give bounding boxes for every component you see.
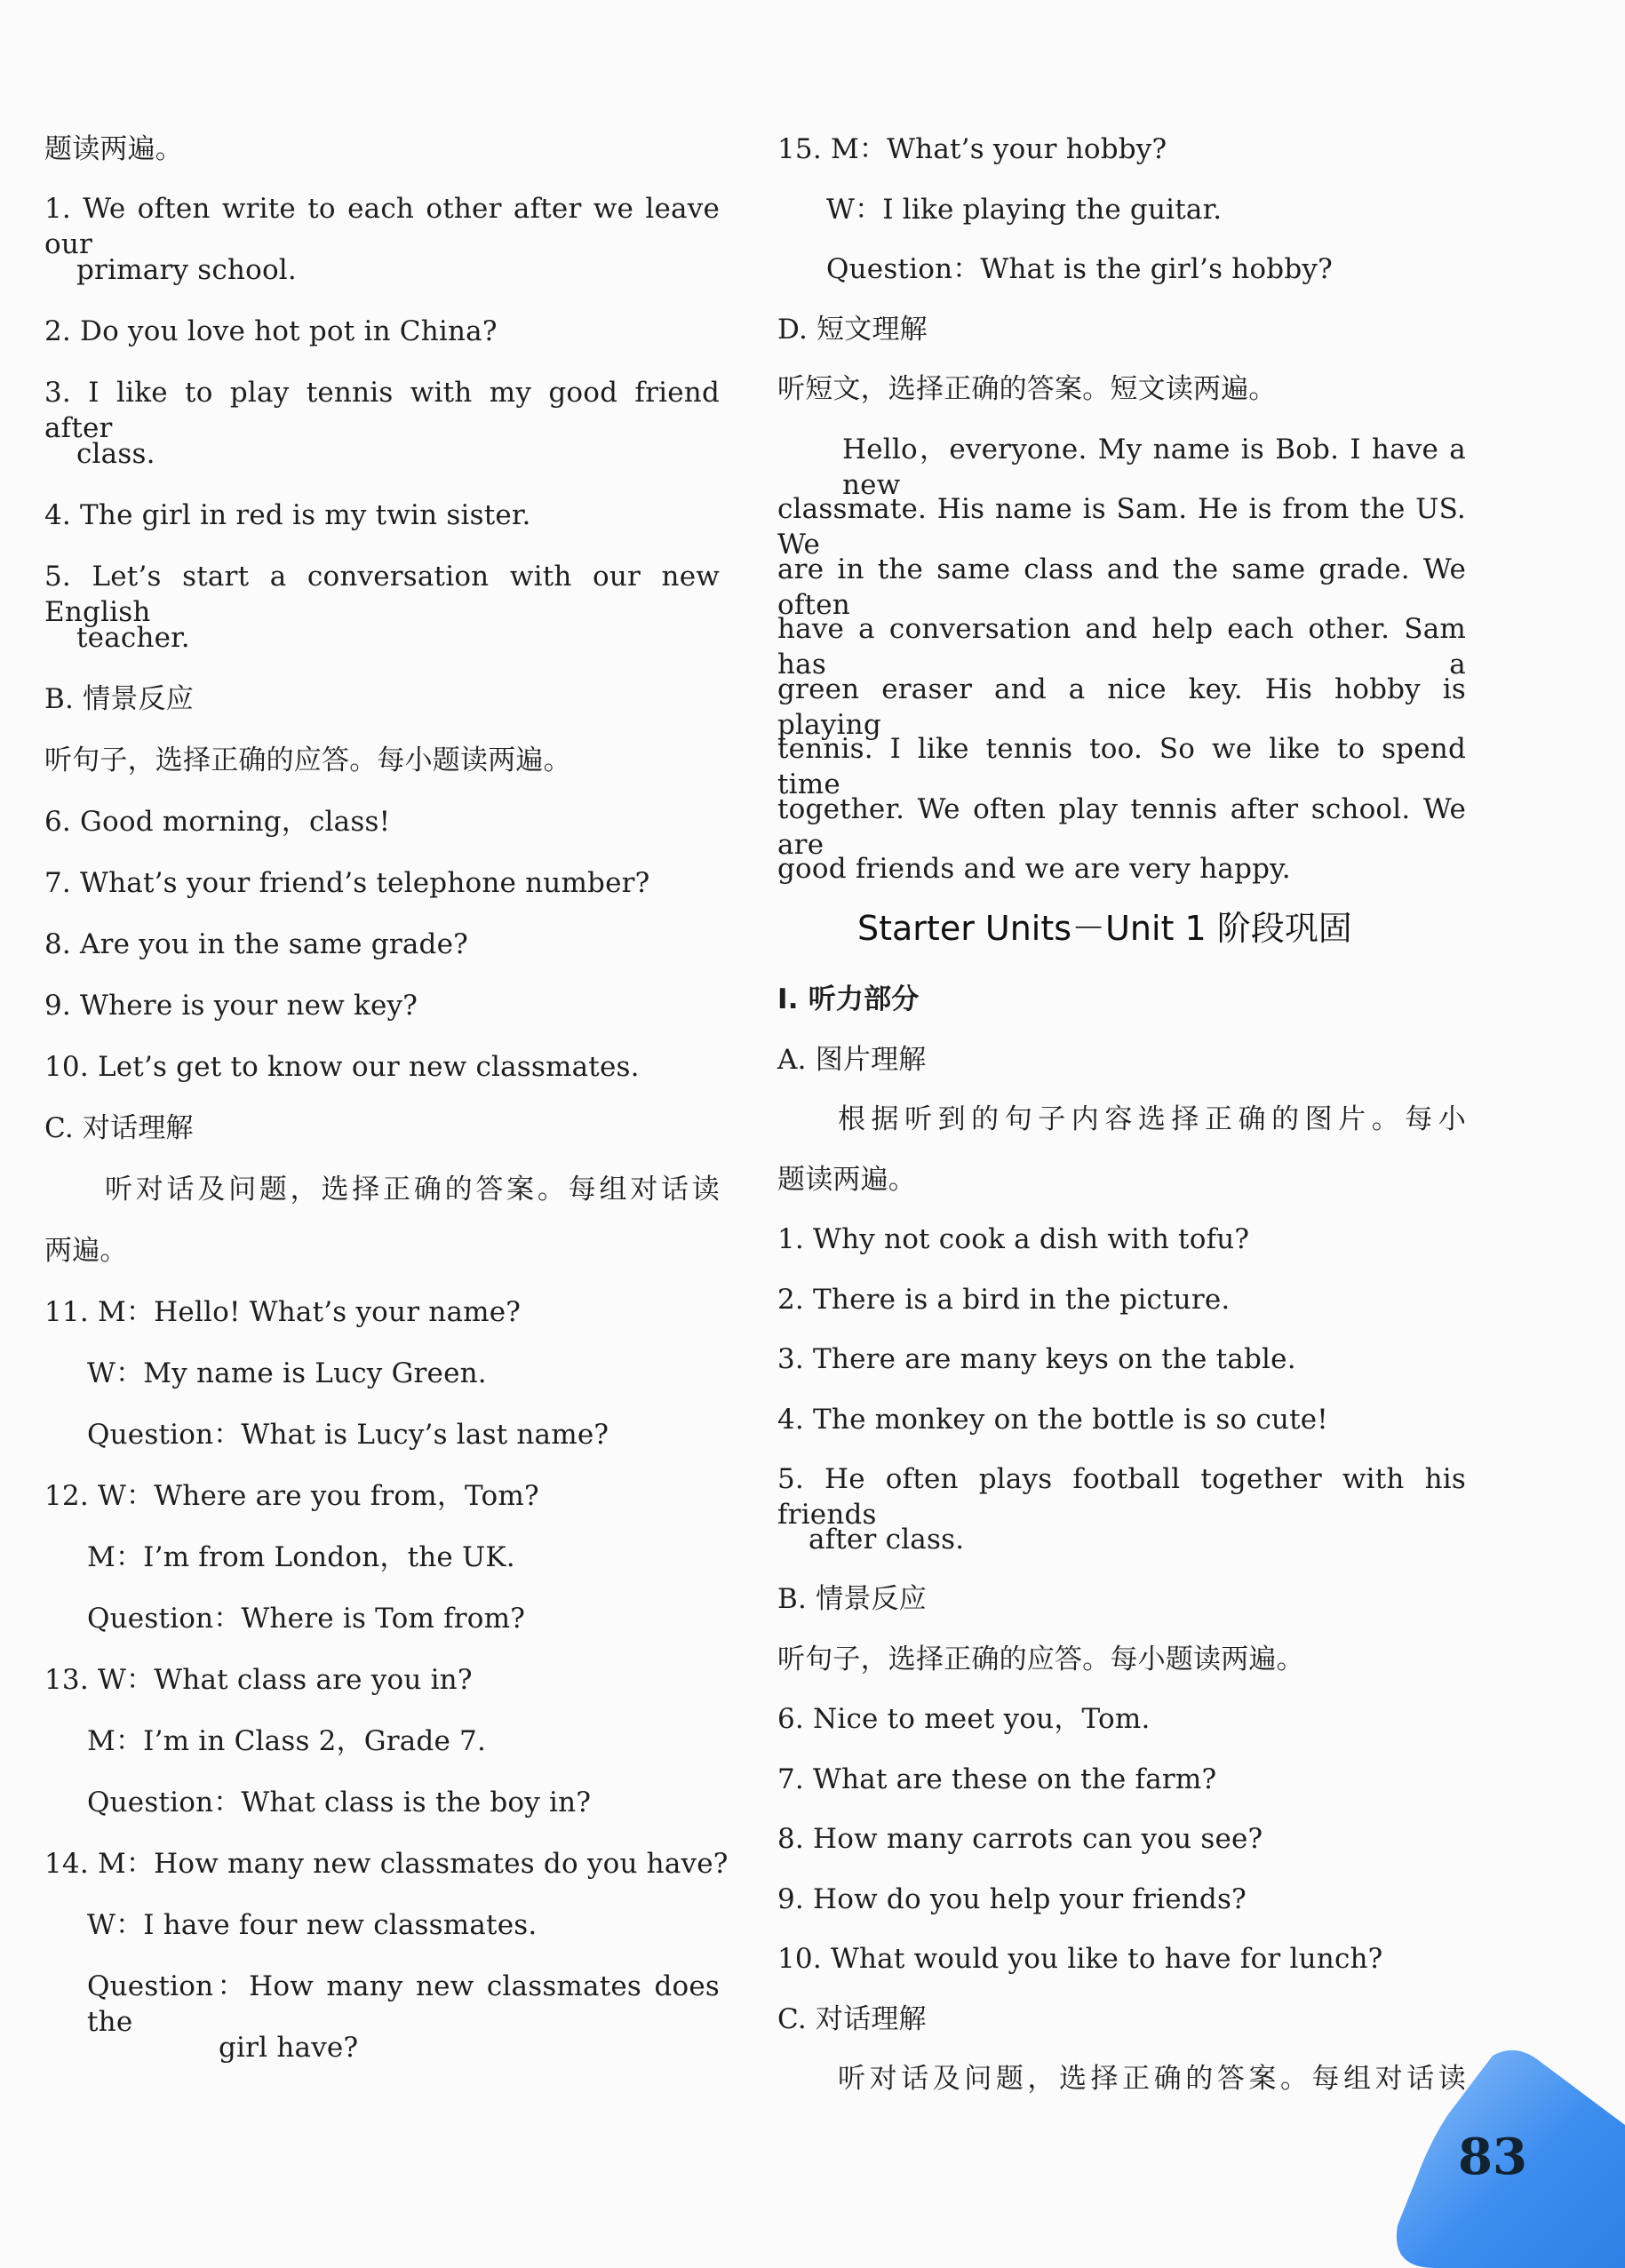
dialog-line: 11. M：Hello! What’s your name? bbox=[44, 1296, 522, 1328]
section-heading: B. 情景反应 bbox=[44, 683, 194, 715]
dialog-line: 14. M：How many new classmates do you have? bbox=[44, 1848, 729, 1880]
dialog-line: W：My name is Lucy Green. bbox=[87, 1357, 487, 1389]
dialog-question: Question：What is the girl’s hobby? bbox=[826, 253, 1333, 285]
section-instruction: 听短文，选择正确的答案。短文读两遍。 bbox=[777, 373, 1277, 405]
list-item: 8. How many carrots can you see? bbox=[777, 1823, 1263, 1855]
section-heading: C. 对话理解 bbox=[777, 2003, 927, 2035]
dialog-line: W：I have four new classmates. bbox=[87, 1909, 538, 1941]
list-item: 6. Nice to meet you，Tom. bbox=[777, 1703, 1151, 1735]
section-heading: B. 情景反应 bbox=[777, 1583, 927, 1615]
passage-line: have a conversation and help each other. Sam has a bbox=[777, 613, 1466, 680]
list-item: 8. Are you in the same grade? bbox=[44, 928, 468, 960]
dialog-line: M：I’m in Class 2，Grade 7. bbox=[87, 1725, 487, 1757]
dialog-question: Question：What class is the boy in? bbox=[87, 1787, 592, 1818]
continued-instruction: 题读两遍。 bbox=[44, 133, 183, 165]
list-item: 10. What would you like to have for lunch? bbox=[777, 1943, 1383, 1975]
passage-line: good friends and we are very happy. bbox=[777, 853, 1291, 885]
list-item: 9. Where is your new key? bbox=[44, 990, 418, 1022]
section-instruction: 听句子，选择正确的应答。每小题读两遍。 bbox=[44, 744, 571, 776]
passage-line: Hello，everyone. My name is Bob. I have a new bbox=[842, 434, 1466, 501]
section-instruction: 听句子，选择正确的应答。每小题读两遍。 bbox=[777, 1643, 1304, 1675]
passage-line: together. We often play tennis after school. We are bbox=[777, 793, 1466, 861]
unit-title: Starter Units－Unit 1 阶段巩固 bbox=[857, 909, 1352, 948]
list-item-cont: class. bbox=[76, 438, 155, 470]
dialog-question-cont: girl have? bbox=[219, 2032, 359, 2064]
list-item: 4. The girl in red is my twin sister. bbox=[44, 499, 531, 531]
dialog-line: 15. M：What’s your hobby? bbox=[777, 133, 1167, 165]
dialog-question: Question：Where is Tom from? bbox=[87, 1603, 526, 1635]
dialog-line: W：I like playing the guitar. bbox=[826, 194, 1223, 226]
part-heading: Ⅰ. 听力部分 bbox=[777, 983, 920, 1015]
list-item: 1. We often write to each other after we leave our bbox=[44, 193, 720, 260]
section-heading: C. 对话理解 bbox=[44, 1112, 194, 1144]
list-item: 5. He often plays football together with his friends bbox=[777, 1463, 1466, 1531]
list-item: 2. Do you love hot pot in China? bbox=[44, 315, 498, 347]
dialog-line: M：I’m from London，the UK. bbox=[87, 1541, 515, 1573]
passage-line: green eraser and a nice key. His hobby is playing bbox=[777, 673, 1466, 741]
dialog-question: Question：What is Lucy’s last name? bbox=[87, 1419, 609, 1451]
section-instruction: 根据听到的句子内容选择正确的图片。每小 bbox=[838, 1103, 1466, 1135]
list-item: 10. Let’s get to know our new classmates. bbox=[44, 1051, 640, 1083]
section-instruction-cont: 题读两遍。 bbox=[777, 1164, 916, 1196]
list-item: 9. How do you help your friends? bbox=[777, 1883, 1247, 1915]
passage-line: classmate. His name is Sam. He is from the US. We bbox=[777, 493, 1466, 561]
list-item: 7. What are these on the farm? bbox=[777, 1763, 1217, 1795]
section-instruction: 听对话及问题，选择正确的答案。每组对话读 bbox=[838, 2063, 1466, 2095]
section-instruction: 听对话及问题，选择正确的答案。每组对话读 bbox=[105, 1174, 720, 1206]
list-item-cont: teacher. bbox=[76, 622, 190, 654]
list-item: 2. There is a bird in the picture. bbox=[777, 1284, 1231, 1316]
dialog-question: Question：How many new classmates does the bbox=[87, 1970, 720, 2038]
section-heading: D. 短文理解 bbox=[777, 314, 928, 346]
list-item: 5. Let’s start a conversation with our new English bbox=[44, 561, 720, 628]
page-number: 83 bbox=[1458, 2128, 1527, 2186]
passage-line: tennis. I like tennis too. So we like to spend time bbox=[777, 733, 1466, 800]
list-item: 7. What’s your friend’s telephone number? bbox=[44, 867, 650, 899]
list-item: 3. There are many keys on the table. bbox=[777, 1343, 1296, 1375]
section-instruction-cont: 两遍。 bbox=[44, 1235, 128, 1267]
list-item: 1. Why not cook a dish with tofu? bbox=[777, 1223, 1250, 1255]
list-item: 3. I like to play tennis with my good friend after bbox=[44, 377, 720, 444]
list-item: 6. Good morning，class! bbox=[44, 806, 391, 838]
list-item: 4. The monkey on the bottle is so cute! bbox=[777, 1404, 1328, 1436]
dialog-line: 13. W：What class are you in? bbox=[44, 1664, 473, 1696]
passage-line: are in the same class and the same grade. We often bbox=[777, 553, 1466, 621]
list-item-cont: after class. bbox=[809, 1524, 965, 1556]
section-heading: A. 图片理解 bbox=[777, 1044, 927, 1076]
list-item-cont: primary school. bbox=[76, 254, 297, 286]
dialog-line: 12. W：Where are you from，Tom? bbox=[44, 1480, 539, 1512]
